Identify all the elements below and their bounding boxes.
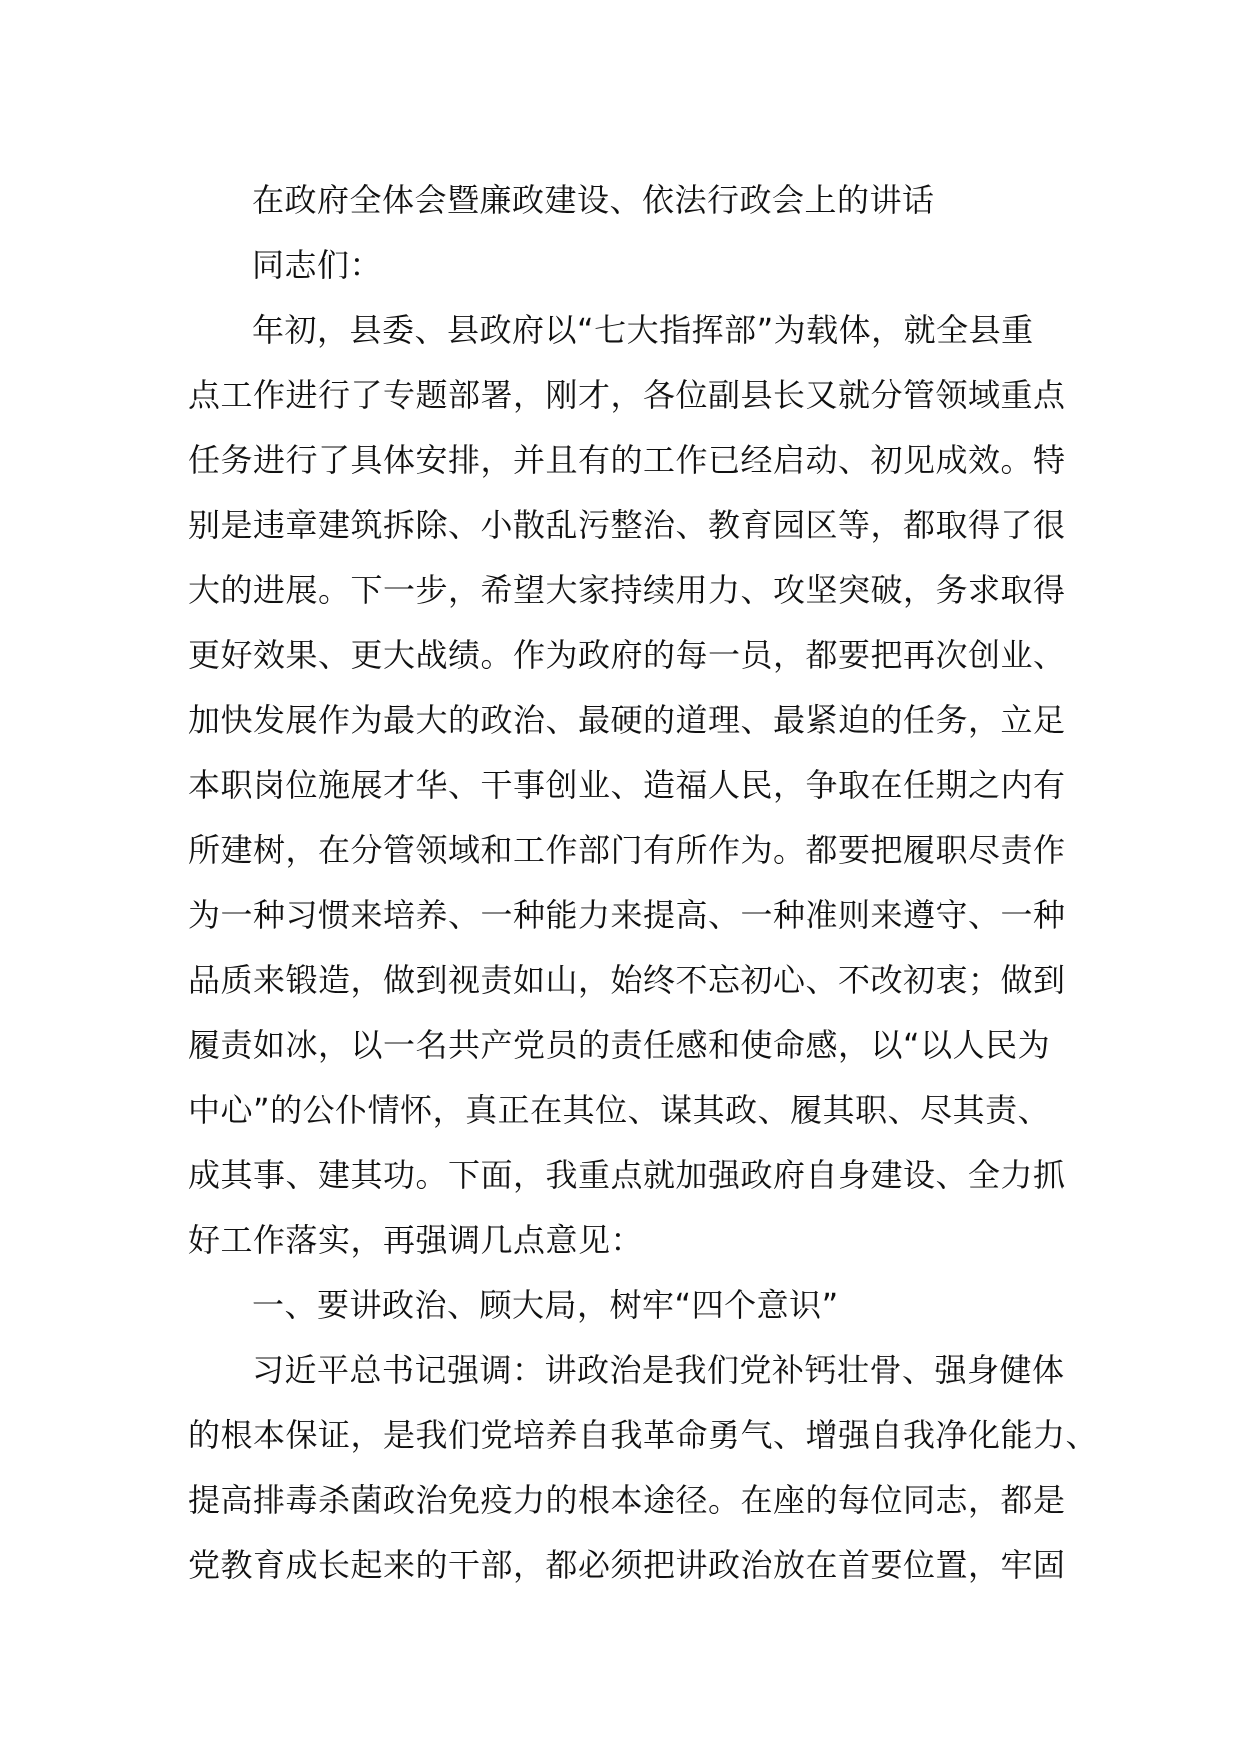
paragraph-line: 加快发展作为最大的政治、最硬的道理、最紧迫的任务，立足 xyxy=(188,701,1066,739)
paragraph-line: 所建树，在分管领域和工作部门有所作为。都要把履职尽责作 xyxy=(188,831,1066,869)
paragraph-line: 任务进行了具体安排，并且有的工作已经启动、初见成效。特 xyxy=(188,441,1066,479)
section-heading: 一、要讲政治、顾大局，树牢“四个意识” xyxy=(252,1286,839,1324)
document-title: 在政府全体会暨廉政建设、依法行政会上的讲话 xyxy=(252,181,935,219)
paragraph-line: 好工作落实，再强调几点意见： xyxy=(188,1221,644,1259)
paragraph-line: 本职岗位施展才华、干事创业、造福人民，争取在任期之内有 xyxy=(188,766,1066,804)
paragraph-line: 履责如冰，以一名共产党员的责任感和使命感，以“以人民为 xyxy=(188,1026,1051,1064)
paragraph-line: 大的进展。下一步，希望大家持续用力、攻坚突破，务求取得 xyxy=(188,571,1066,609)
paragraph-line: 别是违章建筑拆除、小散乱污整治、教育园区等，都取得了很 xyxy=(188,506,1066,544)
paragraph-line: 更好效果、更大战绩。作为政府的每一员，都要把再次创业、 xyxy=(188,636,1066,674)
paragraph-line: 品质来锻造，做到视责如山，始终不忘初心、不改初衷；做到 xyxy=(188,961,1066,999)
paragraph-line: 点工作进行了专题部署，刚才，各位副县长又就分管领域重点 xyxy=(188,376,1066,414)
paragraph-line: 习近平总书记强调：讲政治是我们党补钙壮骨、强身健体 xyxy=(252,1351,1065,1389)
paragraph-line: 党教育成长起来的干部，都必须把讲政治放在首要位置，牢固 xyxy=(188,1546,1066,1584)
salutation: 同志们： xyxy=(252,246,383,284)
paragraph-line: 中心”的公仆情怀，真正在其位、谋其政、履其职、尽其责、 xyxy=(188,1091,1051,1129)
document-body xyxy=(188,168,1099,1598)
paragraph-1 xyxy=(188,298,1068,1273)
paragraph-line: 成其事、建其功。下面，我重点就加强政府自身建设、全力抓 xyxy=(188,1156,1066,1194)
paragraph-2 xyxy=(188,1338,1099,1598)
paragraph-line: 年初，县委、县政府以“七大指挥部”为载体，就全县重 xyxy=(252,311,1034,349)
paragraph-line: 提高排毒杀菌政治免疫力的根本途径。在座的每位同志，都是 xyxy=(188,1481,1066,1519)
paragraph-line: 的根本保证，是我们党培养自我革命勇气、增强自我净化能力、 xyxy=(188,1416,1099,1454)
paragraph-line: 为一种习惯来培养、一种能力来提高、一种准则来遵守、一种 xyxy=(188,896,1066,934)
